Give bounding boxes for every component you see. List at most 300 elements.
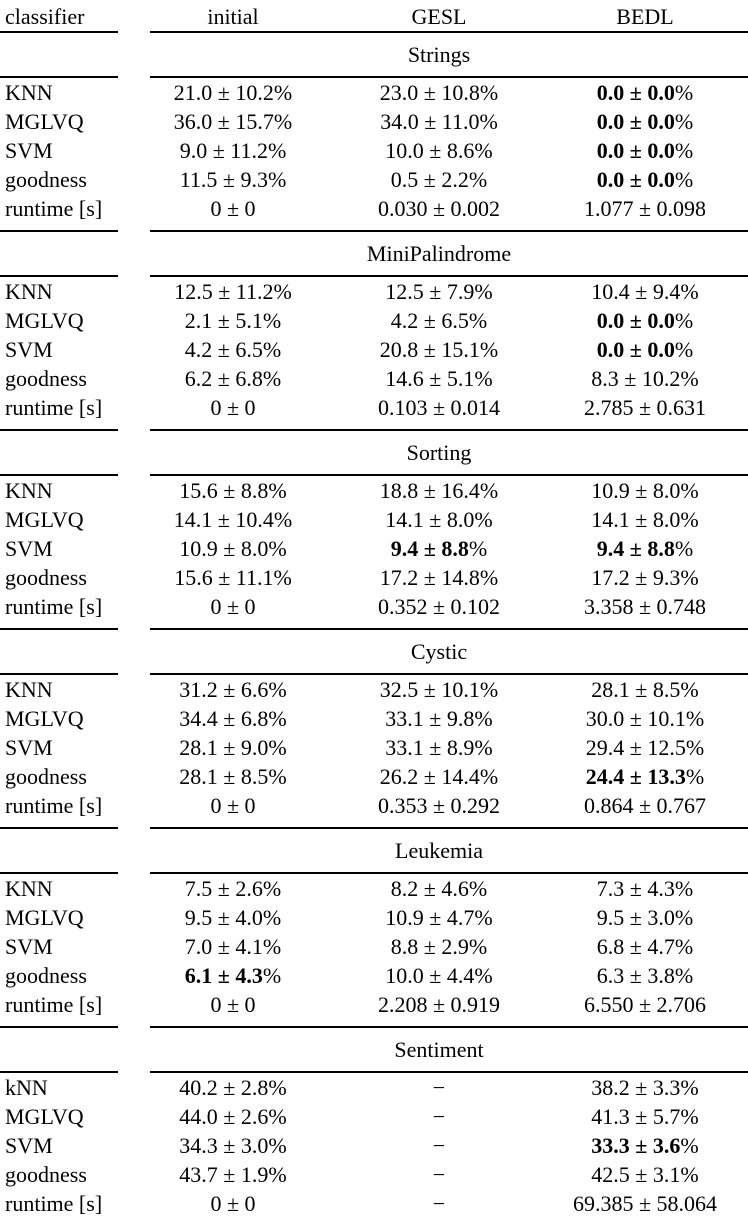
section-title-rule (0, 275, 748, 277)
data-cell (542, 138, 748, 164)
section-separator-rule-left-segment (0, 827, 118, 829)
section-title-rule-left-segment (0, 474, 118, 476)
data-cell (130, 992, 336, 1018)
data-cell (130, 109, 336, 135)
cell-value: 0.864 ± 0.767 (583, 792, 707, 818)
row-label: MGLVQ (5, 1103, 84, 1129)
cell-value: 0 ± 0 (210, 195, 256, 221)
cell-value: 7.0 ± 4.1 (184, 933, 263, 959)
data-cell (130, 963, 336, 989)
data-cell (542, 167, 748, 193)
cell-value: − (432, 1103, 446, 1129)
data-cell (336, 507, 542, 533)
section-title-rule (0, 673, 748, 675)
cell-value: 1.077 ± 0.098 (583, 195, 707, 221)
row-label: MGLVQ (5, 307, 84, 333)
cell-value: 0.352 ± 0.102 (377, 593, 501, 619)
cell-value: 0.0 ± 0.0 (596, 166, 675, 192)
data-cell (336, 992, 542, 1018)
cell-value: 8.8 ± 2.9 (390, 933, 469, 959)
cell-unit-suffix: % (468, 875, 488, 901)
table-row (0, 306, 748, 335)
section-title-rule-left-segment (0, 673, 118, 675)
row-label: goodness (5, 763, 87, 789)
table-header-row (0, 3, 748, 31)
cell-unit-suffix: % (268, 1132, 287, 1158)
cell-unit-suffix: % (479, 763, 499, 789)
cell-value: 0.0 ± 0.0 (596, 307, 675, 333)
data-cell (542, 80, 748, 106)
cell-unit-suffix: % (674, 962, 694, 988)
data-cell (336, 706, 542, 732)
row-label: SVM (5, 1132, 53, 1158)
cell-value: 2.1 ± 5.1 (184, 307, 263, 333)
section-title-row (0, 1028, 748, 1071)
data-cell (542, 507, 748, 533)
cell-unit-suffix: % (474, 734, 493, 760)
table-row (0, 990, 748, 1019)
cell-unit-suffix: % (273, 564, 292, 590)
table-row (0, 476, 748, 505)
row-label: SVM (5, 933, 53, 959)
cell-unit-suffix: % (479, 336, 499, 362)
section-rows (0, 78, 748, 230)
column-header-bedl: BEDL (616, 4, 674, 29)
row-label: MGLVQ (5, 705, 84, 731)
cell-unit-suffix: % (680, 676, 699, 702)
data-cell (130, 395, 336, 421)
column-header-initial: initial (207, 4, 259, 29)
section-rows (0, 1073, 748, 1217)
cell-value: 23.0 ± 10.8 (379, 79, 480, 105)
data-cell (542, 366, 748, 392)
cell-value: 0 ± 0 (210, 394, 256, 420)
data-cell (130, 1162, 336, 1188)
cell-unit-suffix: % (474, 365, 493, 391)
data-cell (130, 735, 336, 761)
cell-value: 20.8 ± 15.1 (379, 336, 480, 362)
cell-value: 69.385 ± 58.064 (572, 1190, 718, 1216)
section-title-rule (0, 474, 748, 476)
cell-value: 28.1 ± 8.5 (591, 676, 681, 702)
cell-unit-suffix: % (273, 506, 293, 532)
cell-value: 10.0 ± 4.4 (385, 962, 475, 988)
rule-gap (118, 673, 150, 675)
cell-value: 0 ± 0 (210, 991, 256, 1017)
cell-value: 17.2 ± 9.3 (591, 564, 681, 590)
data-cell (130, 1075, 336, 1101)
table-row (0, 563, 748, 592)
cell-value: 7.5 ± 2.6 (184, 875, 263, 901)
data-cell (336, 1133, 542, 1159)
cell-unit-suffix: % (474, 962, 493, 988)
data-cell (130, 934, 336, 960)
data-cell (336, 764, 542, 790)
table-row (0, 534, 748, 563)
cell-unit-suffix: % (674, 336, 694, 362)
section-rows (0, 277, 748, 429)
table-row (0, 733, 748, 762)
section-title-rule-left-segment (0, 872, 118, 874)
cell-value: 0.103 ± 0.014 (377, 394, 501, 420)
section-separator-rule-left-segment (0, 230, 118, 232)
cell-unit-suffix: % (268, 1103, 287, 1129)
data-cell (130, 167, 336, 193)
data-cell (542, 677, 748, 703)
header-rule (0, 31, 748, 33)
table-row (0, 335, 748, 364)
cell-value: 9.5 ± 3.0 (596, 904, 675, 930)
cell-value: 28.1 ± 8.5 (179, 763, 269, 789)
section-separator-rule (0, 827, 748, 829)
section-title-rule-right-segment (150, 275, 748, 277)
data-cell (542, 1191, 748, 1217)
cell-value: 42.5 ± 3.1 (591, 1161, 681, 1187)
cell-unit-suffix: % (268, 763, 287, 789)
cell-value: − (432, 1132, 446, 1158)
rule-gap (118, 1026, 150, 1028)
cell-value: 15.6 ± 8.8 (179, 477, 269, 503)
cell-unit-suffix: % (468, 535, 488, 561)
data-cell (542, 876, 748, 902)
cell-value: 41.3 ± 5.7 (591, 1103, 681, 1129)
cell-unit-suffix: % (680, 1103, 699, 1129)
table-row (0, 874, 748, 903)
data-cell (542, 934, 748, 960)
cell-unit-suffix: % (674, 108, 694, 134)
table-row (0, 791, 748, 820)
data-cell (336, 876, 542, 902)
cell-value: − (432, 1161, 446, 1187)
cell-value: 34.0 ± 11.0 (380, 108, 480, 134)
data-cell (130, 279, 336, 305)
rule-gap (118, 872, 150, 874)
data-cell (336, 138, 542, 164)
data-cell (542, 565, 748, 591)
row-label: SVM (5, 535, 53, 561)
table-row (0, 78, 748, 107)
data-cell (130, 764, 336, 790)
data-cell (336, 594, 542, 620)
section-rows (0, 476, 748, 628)
section-separator-rule (0, 1026, 748, 1028)
table-section (0, 232, 748, 431)
data-cell (130, 536, 336, 562)
rule-gap (118, 429, 150, 431)
cell-value: 0.5 ± 2.2 (390, 166, 469, 192)
data-cell (336, 1162, 542, 1188)
cell-unit-suffix: % (262, 962, 282, 988)
cell-unit-suffix: % (674, 166, 694, 192)
cell-unit-suffix: % (685, 734, 705, 760)
cell-unit-suffix: % (474, 137, 493, 163)
cell-unit-suffix: % (474, 904, 493, 930)
cell-value: 17.2 ± 14.8 (379, 564, 480, 590)
cell-unit-suffix: % (479, 676, 499, 702)
cell-unit-suffix: % (268, 535, 287, 561)
cell-value: 24.4 ± 13.3 (585, 763, 686, 789)
cell-unit-suffix: % (680, 365, 699, 391)
data-cell (336, 80, 542, 106)
data-cell (542, 109, 748, 135)
row-label: MGLVQ (5, 108, 84, 134)
row-label: goodness (5, 365, 87, 391)
section-title-row (0, 630, 748, 673)
section-title-rule-right-segment (150, 76, 748, 78)
cell-unit-suffix: % (674, 875, 694, 901)
section-separator-rule-left-segment (0, 429, 118, 431)
data-cell (336, 934, 542, 960)
row-label: KNN (5, 875, 53, 901)
section-title-rule-left-segment (0, 275, 118, 277)
section-title-rule-right-segment (150, 474, 748, 476)
data-cell (130, 905, 336, 931)
cell-value: 7.3 ± 4.3 (596, 875, 675, 901)
cell-value: 2.785 ± 0.631 (583, 394, 707, 420)
data-cell (542, 706, 748, 732)
cell-value: 44.0 ± 2.6 (179, 1103, 269, 1129)
cell-value: 10.9 ± 4.7 (385, 904, 475, 930)
cell-unit-suffix: % (474, 278, 493, 304)
cell-value: 6.550 ± 2.706 (583, 991, 707, 1017)
row-label: SVM (5, 137, 53, 163)
table-row (0, 505, 748, 534)
rule-gap (118, 827, 150, 829)
cell-unit-suffix: % (468, 166, 488, 192)
table-row (0, 165, 748, 194)
table-row (0, 107, 748, 136)
cell-value: 14.6 ± 5.1 (385, 365, 475, 391)
row-label: KNN (5, 477, 53, 503)
row-label: KNN (5, 676, 53, 702)
cell-value: 0.0 ± 0.0 (596, 108, 675, 134)
cell-value: 28.1 ± 9.0 (179, 734, 269, 760)
cell-unit-suffix: % (685, 763, 705, 789)
cell-unit-suffix: % (268, 705, 287, 731)
cell-value: 31.2 ± 6.6 (179, 676, 269, 702)
data-cell (130, 677, 336, 703)
data-cell (130, 196, 336, 222)
table-row (0, 762, 748, 791)
section-separator-rule (0, 429, 748, 431)
header-rule-right-segment (150, 31, 748, 33)
cell-unit-suffix: % (479, 477, 499, 503)
section-title-rule-right-segment (150, 1071, 748, 1073)
cell-value: 0.0 ± 0.0 (596, 79, 675, 105)
row-label: KNN (5, 278, 53, 304)
table-row (0, 961, 748, 990)
table-row (0, 1160, 748, 1189)
table-row (0, 136, 748, 165)
row-label: runtime [s] (5, 991, 103, 1017)
cell-unit-suffix: % (479, 564, 499, 590)
data-cell (336, 963, 542, 989)
table-row (0, 1189, 748, 1217)
cell-value: 0.0 ± 0.0 (596, 137, 675, 163)
rule-gap (118, 31, 150, 33)
data-cell (336, 677, 542, 703)
column-header-gesl: GESL (411, 4, 467, 29)
section-title: Cystic (410, 638, 468, 664)
table-row (0, 1131, 748, 1160)
cell-unit-suffix: % (474, 705, 493, 731)
cell-unit-suffix: % (680, 477, 699, 503)
data-cell (336, 109, 542, 135)
cell-unit-suffix: % (674, 904, 694, 930)
table-section (0, 630, 748, 829)
data-cell (336, 366, 542, 392)
table-row (0, 393, 748, 422)
cell-value: 0.0 ± 0.0 (596, 336, 675, 362)
cell-value: 36.0 ± 15.7 (173, 108, 274, 134)
section-title-rule-right-segment (150, 673, 748, 675)
data-cell (336, 1104, 542, 1130)
section-separator-rule-right-segment (150, 827, 748, 829)
section-title: Leukemia (395, 837, 483, 863)
cell-unit-suffix: % (680, 506, 699, 532)
data-cell (542, 992, 748, 1018)
section-title: Sentiment (394, 1036, 484, 1062)
cell-unit-suffix: % (268, 1161, 287, 1187)
cell-value: 34.3 ± 3.0 (179, 1132, 269, 1158)
cell-value: 4.2 ± 6.5 (390, 307, 469, 333)
data-cell (130, 308, 336, 334)
table-section (0, 829, 748, 1028)
data-cell (542, 395, 748, 421)
data-cell (542, 963, 748, 989)
cell-unit-suffix: % (268, 1074, 287, 1100)
section-separator-rule (0, 230, 748, 232)
table-row (0, 592, 748, 621)
data-cell (130, 565, 336, 591)
data-cell (130, 507, 336, 533)
rule-gap (118, 474, 150, 476)
cell-unit-suffix: % (680, 1132, 699, 1158)
section-title-rule-left-segment (0, 76, 118, 78)
row-label: goodness (5, 166, 87, 192)
cell-value: 3.358 ± 0.748 (583, 593, 707, 619)
section-title-row (0, 431, 748, 474)
cell-value: 0.353 ± 0.292 (377, 792, 501, 818)
cell-value: 15.6 ± 11.1 (174, 564, 274, 590)
data-cell (336, 478, 542, 504)
data-cell (336, 167, 542, 193)
cell-value: 43.7 ± 1.9 (179, 1161, 269, 1187)
cell-unit-suffix: % (262, 875, 282, 901)
section-separator-rule-right-segment (150, 230, 748, 232)
data-cell (130, 1104, 336, 1130)
data-cell (542, 735, 748, 761)
cell-value: 9.4 ± 8.8 (596, 535, 675, 561)
data-cell (130, 876, 336, 902)
cell-unit-suffix: % (268, 734, 287, 760)
data-cell (542, 337, 748, 363)
section-title-rule (0, 1071, 748, 1073)
section-rows (0, 874, 748, 1026)
cell-value: 38.2 ± 3.3 (591, 1074, 681, 1100)
row-label: MGLVQ (5, 506, 84, 532)
cell-unit-suffix: % (268, 676, 287, 702)
cell-value: 32.5 ± 10.1 (379, 676, 480, 702)
data-cell (542, 1075, 748, 1101)
data-cell (336, 395, 542, 421)
cell-value: − (432, 1074, 446, 1100)
data-cell (130, 138, 336, 164)
data-cell (336, 1075, 542, 1101)
cell-value: 10.0 ± 8.6 (385, 137, 475, 163)
cell-value: 8.3 ± 10.2 (591, 365, 681, 391)
data-cell (336, 308, 542, 334)
cell-unit-suffix: % (262, 365, 282, 391)
cell-unit-suffix: % (474, 506, 493, 532)
section-title-rule-right-segment (150, 872, 748, 874)
table-row (0, 903, 748, 932)
cell-value: 12.5 ± 11.2 (174, 278, 274, 304)
cell-unit-suffix: % (262, 336, 282, 362)
data-cell (130, 478, 336, 504)
cell-value: 26.2 ± 14.4 (379, 763, 480, 789)
cell-unit-suffix: % (674, 933, 694, 959)
table-sections-container (0, 33, 748, 1217)
row-label: runtime [s] (5, 1190, 103, 1216)
table-row (0, 1102, 748, 1131)
section-separator-rule (0, 628, 748, 630)
cell-value: 11.5 ± 9.3 (179, 166, 268, 192)
cell-value: 0.030 ± 0.002 (377, 195, 501, 221)
data-cell (542, 279, 748, 305)
table-section (0, 1028, 748, 1217)
section-title: Strings (407, 41, 471, 67)
rule-gap (118, 230, 150, 232)
section-title-rule (0, 872, 748, 874)
data-cell (336, 565, 542, 591)
row-label: SVM (5, 734, 53, 760)
data-cell (336, 196, 542, 222)
cell-value: 33.1 ± 8.9 (385, 734, 475, 760)
row-label: goodness (5, 1161, 87, 1187)
cell-value: 9.5 ± 4.0 (184, 904, 263, 930)
cell-value: 10.4 ± 9.4 (591, 278, 681, 304)
section-separator-rule-left-segment (0, 628, 118, 630)
data-cell (542, 764, 748, 790)
data-cell (130, 706, 336, 732)
cell-unit-suffix: % (680, 564, 699, 590)
rule-gap (118, 628, 150, 630)
data-cell (542, 905, 748, 931)
cell-value: 40.2 ± 2.8 (179, 1074, 269, 1100)
cell-value: 14.1 ± 8.0 (385, 506, 475, 532)
table-row (0, 277, 748, 306)
cell-unit-suffix: % (680, 278, 699, 304)
data-cell (336, 793, 542, 819)
cell-unit-suffix: % (262, 307, 282, 333)
cell-value: 2.208 ± 0.919 (377, 991, 501, 1017)
data-cell (130, 1133, 336, 1159)
row-label: runtime [s] (5, 593, 103, 619)
data-cell (542, 196, 748, 222)
data-cell (130, 793, 336, 819)
cell-unit-suffix: % (267, 166, 287, 192)
cell-unit-suffix: % (479, 108, 498, 134)
section-title-row (0, 829, 748, 872)
cell-value: 33.1 ± 9.8 (385, 705, 475, 731)
section-separator-rule-right-segment (150, 628, 748, 630)
data-cell (542, 594, 748, 620)
cell-unit-suffix: % (273, 79, 293, 105)
row-label: kNN (5, 1074, 48, 1100)
data-cell (542, 478, 748, 504)
table-row (0, 364, 748, 393)
